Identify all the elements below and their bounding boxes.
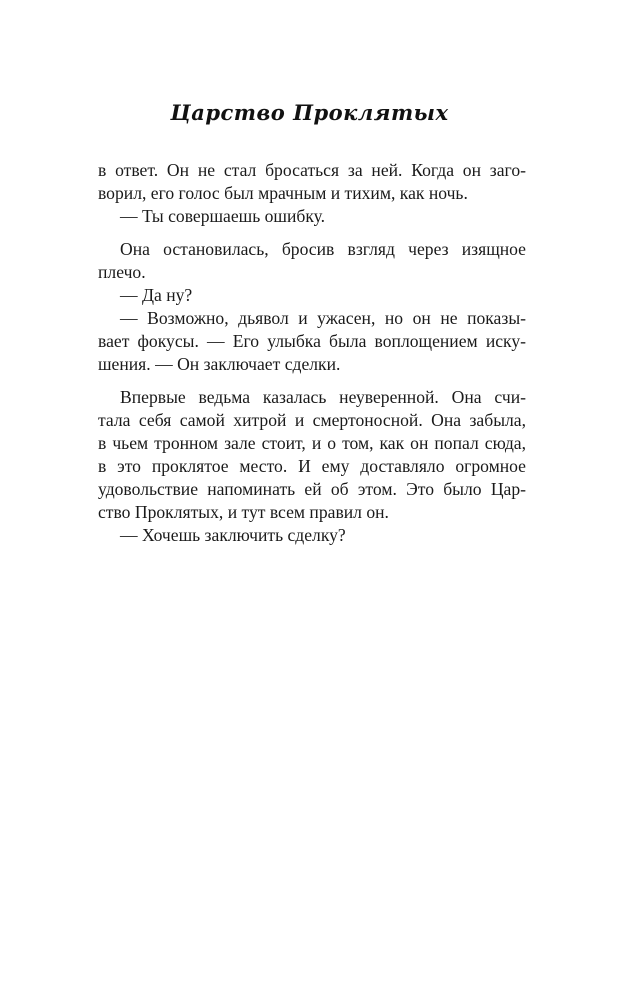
text-line: — Возможно, дьявол и ужасен, но он не показы- xyxy=(120,308,526,328)
text-line: вает фокусы. — Его улыбка была воплощением иску- xyxy=(98,331,526,351)
body-text xyxy=(98,159,526,547)
text-line: в это проклятое место. И ему доставляло огромное xyxy=(98,456,526,476)
text-line: тала себя самой хитрой и смертоносной. Она забыла, xyxy=(98,410,526,430)
text-line: Впервые ведьма казалась неуверенной. Она счи- xyxy=(120,387,526,407)
text-line: в чьем тронном зале стоит, и о том, как он попал сюда, xyxy=(98,433,526,453)
text-line: в ответ. Он не стал бросаться за ней. Когда он заго- xyxy=(98,160,526,180)
text-line: шения. — Он заключает сделки. xyxy=(98,354,341,374)
text-line: — Хочешь заключить сделку? xyxy=(120,525,346,545)
running-title: Царство Проклятых xyxy=(170,100,449,125)
text-line: Она остановилась, бросив взгляд через изящное xyxy=(120,239,526,259)
text-line: ворил, его голос был мрачным и тихим, как ночь. xyxy=(98,183,468,203)
text-line: — Да ну? xyxy=(120,285,193,305)
text-line: — Ты совершаешь ошибку. xyxy=(120,206,326,226)
text-line: плечо. xyxy=(98,262,146,282)
text-line: удовольствие напоминать ей об этом. Это было Цар- xyxy=(98,479,526,499)
text-line: ство Проклятых, и тут всем правил он. xyxy=(98,502,389,522)
